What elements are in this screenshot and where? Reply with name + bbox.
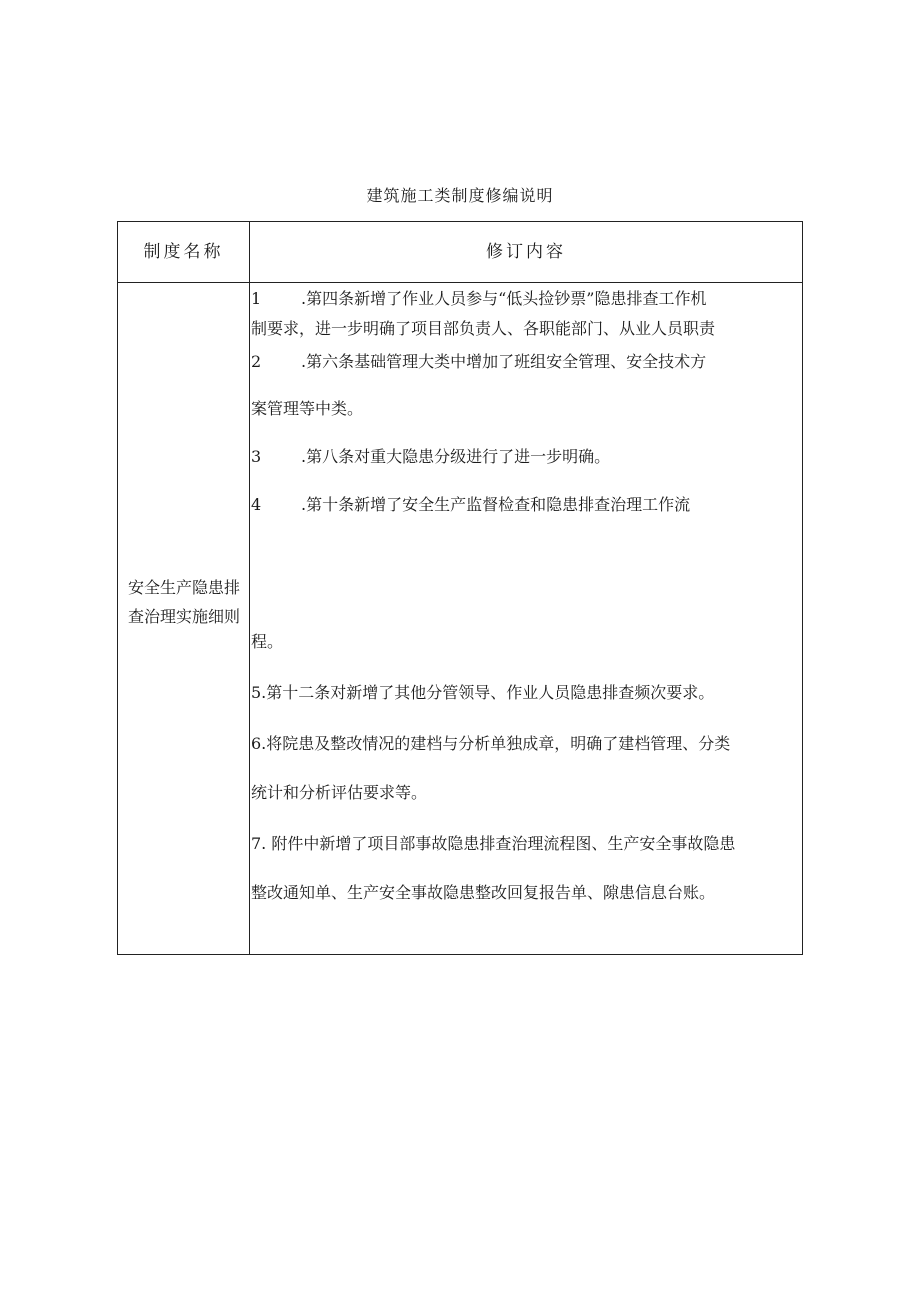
item-text: 制要求，进一步明确了项目部负责人、各职能部门、从业人员职责 xyxy=(251,319,716,338)
item-number: 1 xyxy=(251,289,262,308)
item-text: 程。 xyxy=(251,632,284,651)
revision-item-1-continued xyxy=(251,317,715,341)
item-number: 3 xyxy=(251,447,262,466)
item-text: 5.第十二条对新增了其他分管领导、作业人员隐患排查频次要求。 xyxy=(251,683,715,702)
item-text: 案管理等中类。 xyxy=(251,399,364,418)
revision-item-6-continued xyxy=(251,781,427,805)
item-text: .第四条新增了作业人员参与“低头捡钞票”隐患排查工作机 xyxy=(301,289,707,308)
revision-item-2-continued xyxy=(251,397,363,421)
revision-item-7-continued xyxy=(251,881,715,905)
column-divider xyxy=(249,222,250,954)
revision-item-4 xyxy=(251,493,690,517)
regulation-name-cell: 安全生产隐患排查治理实施细则 xyxy=(127,578,240,626)
item-text: 6.将院患及整改情况的建档与分析单独成章，明确了建档管理、分类 xyxy=(251,734,731,753)
header-regulation-name: 制度名称 xyxy=(143,242,224,262)
item-text: 统计和分析评估要求等。 xyxy=(251,783,428,802)
item-number: 4 xyxy=(251,495,262,514)
revision-item-6 xyxy=(251,732,730,756)
revision-item-2 xyxy=(251,350,706,374)
item-text: .第六条基础管理大类中增加了班组安全管理、安全技术方 xyxy=(301,352,707,371)
document-title: 建筑施工类制度修编说明 xyxy=(366,186,554,205)
item-text: 7. 附件中新增了项目部事故隐患排查治理流程图、生产安全事故隐患 xyxy=(251,834,736,853)
header-revision-content: 修订内容 xyxy=(486,242,566,262)
revision-item-7 xyxy=(251,832,735,856)
revision-item-1 xyxy=(251,287,706,311)
item-number: 2 xyxy=(251,352,262,371)
revision-item-5 xyxy=(251,681,714,705)
item-text: .第八条对重大隐患分级进行了进一步明确。 xyxy=(301,447,611,466)
revision-item-4-continued xyxy=(251,630,283,654)
item-text: 整改通知单、生产安全事故隐患整改回复报告单、隙患信息台账。 xyxy=(251,883,716,902)
revision-table xyxy=(117,221,803,955)
revision-item-3 xyxy=(251,445,610,469)
table-header-row xyxy=(118,222,802,283)
item-text: .第十条新增了安全生产监督检查和隐患排查治理工作流 xyxy=(301,495,691,514)
